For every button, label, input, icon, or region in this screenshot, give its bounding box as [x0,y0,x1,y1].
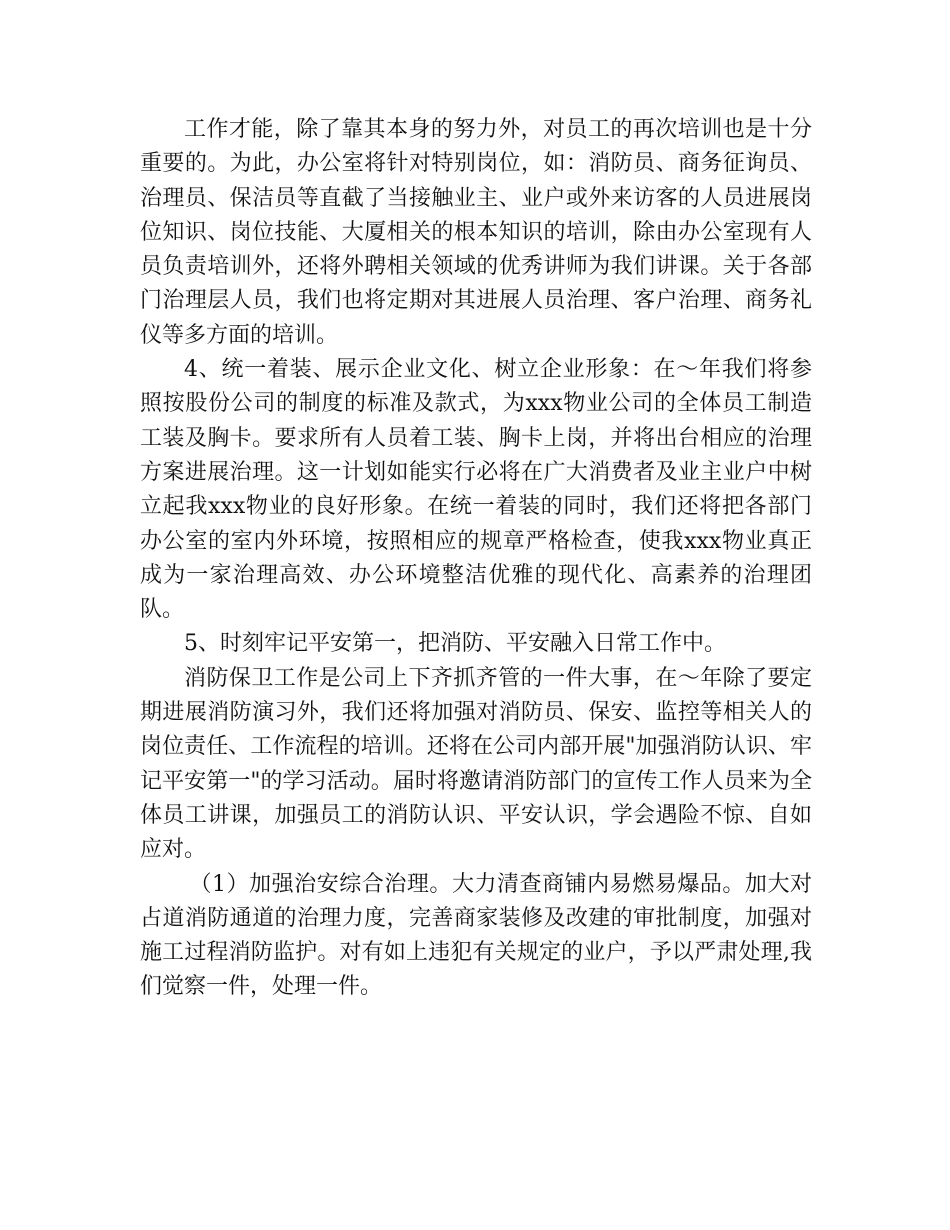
paragraph-security-management: （1）加强治安综合治理。大力清查商铺内易燃易爆品。加大对占道消防通道的治理力度，完善商家装修及改建的审批制度，加强对施工过程消防监护。对有如上违犯有关规定的业户，予以严肃处理,我们觉察一件，处理一件。 [140,871,812,1000]
paragraph-uniform: 4、统一着装、展示企业文化、树立企业形象：在～年我们将参照按股份公司的制度的标准及款式，为xxx物业公司的全体员工制造工装及胸卡。要求所有人员着工装、胸卡上岗，并将出台相应的治理方案进展治理。这一计划如能实行必将在广大消费者及业主业户中树立起我xxx物业的良好形象。在统一着装的同时，我们还将把各部门办公室的室内外环境，按照相应的规章严格检查，使我xxx物业真正成为一家治理高效、办公环境整洁优雅的现代化、高素养的治理团队。 [140,357,812,623]
paragraph-safety-heading: 5、时刻牢记平安第一，把消防、平安融入日常工作中。 [184,631,726,657]
paragraph-fire-safety: 消防保卫工作是公司上下齐抓齐管的一件大事，在～年除了要定期进展消防演习外，我们还将加强对消防员、保安、监控等相关人的岗位责任、工作流程的培训。还将在公司内部开展"加强消防认识、牢记平安第一"的学习活动。届时将邀请消防部门的宣传工作人员来为全体员工讲课，加强员工的消防认识、平安认识，学会遇险不惊、自如应对。 [140,665,812,863]
document-page [140,113,812,1005]
paragraph-training: 工作才能，除了靠其本身的努力外，对员工的再次培训也是十分重要的。为此，办公室将针对特别岗位，如：消防员、商务征询员、治理员、保洁员等直截了当接触业主、业户或外来访客的人员进展岗位知识、岗位技能、大厦相关的根本知识的培训，除由办公室现有人员负责培训外，还将外聘相关领域的优秀讲师为我们讲课。关于各部门治理层人员，我们也将定期对其进展人员治理、客户治理、商务礼仪等多方面的培训。 [140,117,812,348]
